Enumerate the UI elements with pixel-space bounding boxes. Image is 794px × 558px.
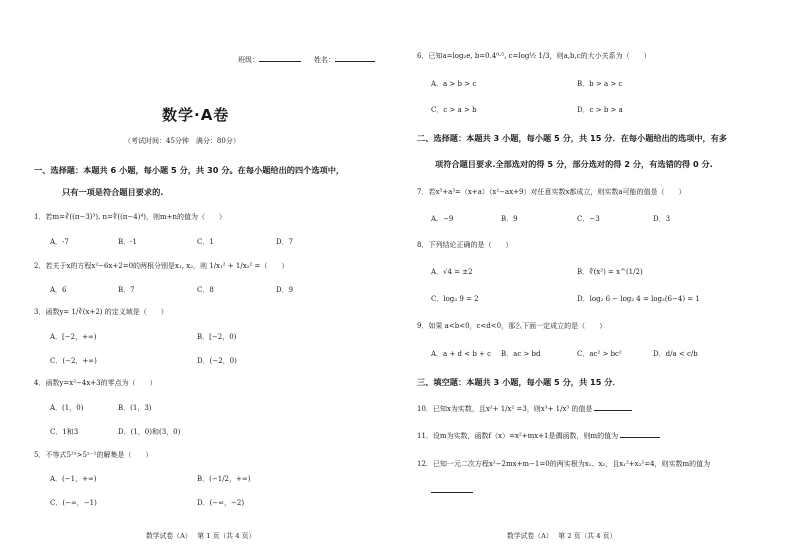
page-right xyxy=(397,0,794,558)
q11-row xyxy=(417,432,660,441)
q3-stem: 3．函数y= 1/∛(x+2) 的定义域是（ ） xyxy=(34,308,168,316)
q5-option-a[interactable]: A．(−1，+∞) xyxy=(50,475,97,483)
q5-option-b[interactable]: B．(−1/2，+∞) xyxy=(197,475,251,483)
q1-option-b[interactable]: B．-1 xyxy=(118,238,137,246)
exam-info: （考试时间：45分钟 满分：80分） xyxy=(124,137,240,145)
q4-option-c[interactable]: C．1和3 xyxy=(50,428,79,436)
name-field xyxy=(314,56,375,65)
q6-option-d[interactable]: D．c > b > a xyxy=(577,106,623,114)
q1-option-d[interactable]: D．7 xyxy=(276,238,294,246)
q5-option-c[interactable]: C．(−∞，−1) xyxy=(50,499,97,507)
q2-stem: 2．若关于x的方程x²−6x+2=0的两根分别是x₁, x₂，则 1/x₁² + 1/x₂² =（ ） xyxy=(34,262,289,270)
q3-option-d[interactable]: D．(−2，0) xyxy=(197,357,237,365)
q3-option-c[interactable]: C．(−2，+∞) xyxy=(50,357,97,365)
q10-stem: 10．已知x为实数，且x²+ 1/x² =3，则x³+ 1/x³ 的值是 xyxy=(417,405,593,413)
q9-option-b[interactable]: B．ac > bd xyxy=(501,350,541,358)
q3-option-a[interactable]: A．[−2，+∞) xyxy=(50,333,97,341)
q11-answer-blank[interactable] xyxy=(620,437,660,438)
q5-option-d[interactable]: D．(−∞，−2) xyxy=(197,499,245,507)
page-footer-left: 数学试卷（A） 第 1 页（共 4 页） xyxy=(146,532,256,540)
q2-option-b[interactable]: B．7 xyxy=(118,286,135,294)
q1-stem: 1．若m=∛((π−3)³), n=∜((π−4)⁴)，则m+n的值为（ ） xyxy=(34,213,227,221)
class-label: 班级： xyxy=(238,56,259,64)
q8-option-b[interactable]: B．∜(x²) = x^(1/2) xyxy=(577,268,643,276)
section1-line2: 只有一项是符合题目要求的. xyxy=(62,187,164,197)
q4-option-b[interactable]: B．(1，3) xyxy=(118,404,152,412)
q9-stem: 9．如果 a<b<0，c<d<0，那么下面一定成立的是（ ） xyxy=(417,322,607,330)
q12-answer-blank[interactable] xyxy=(431,492,473,493)
q8-option-a[interactable]: A．√4 = ±2 xyxy=(431,268,473,276)
page-footer-right: 数学试卷（A） 第 2 页（共 4 页） xyxy=(507,532,617,540)
q7-option-d[interactable]: D．3 xyxy=(653,215,671,223)
section2-line1: 二、选择题：本题共 3 小题，每小题 5 分，共 15 分．在每小题给出的选项中，有多 xyxy=(417,133,728,143)
section1-line1: 一、选择题：本题共 6 小题，每小题 5 分，共 30 分。在每小题给出的四个选项中， xyxy=(34,165,345,175)
q7-option-c[interactable]: C．−3 xyxy=(577,215,600,223)
q4-stem: 4．函数y=x²−4x+3的零点为（ ） xyxy=(34,379,157,387)
q4-option-a[interactable]: A．(1，0) xyxy=(50,404,84,412)
q1-option-a[interactable]: A．-7 xyxy=(50,238,69,246)
q9-option-a[interactable]: A．a + d < b + c xyxy=(431,350,492,358)
q2-option-c[interactable]: C．8 xyxy=(197,286,214,294)
q8-option-d[interactable]: D．log₂ 6 − log₂ 4 = log₂(6−4) = 1 xyxy=(577,295,700,303)
section2-line2: 项符合题目要求.全部选对的得 5 分，部分选对的得 2 分，有选错的得 0 分. xyxy=(435,159,713,169)
q7-option-b[interactable]: B．9 xyxy=(501,215,518,223)
q7-stem: 7．若x³+a³=（x+a）（x²−ax+9）对任意实数x都成立，则实数a可能的值是（ ） xyxy=(417,188,686,196)
name-label: 姓名： xyxy=(314,56,335,64)
class-blank[interactable] xyxy=(259,61,301,62)
q5-stem: 5．不等式5²ˣ>5ˣ⁻¹的解集是（ ） xyxy=(34,451,153,459)
q11-stem: 11．设m为实数，函数f（x）=x²+mx+1是偶函数，则m的值为 xyxy=(417,432,619,440)
q9-option-c[interactable]: C．ac² > bc² xyxy=(577,350,622,358)
q9-option-d[interactable]: D．d/a < c/b xyxy=(653,350,698,358)
q6-option-b[interactable]: B．b > a > c xyxy=(577,80,623,88)
q6-stem: 6．已知a=log₂e, b=0.4⁰·⁵, c=log½ 1/3，则a,b,c的大小关系为（ ） xyxy=(417,52,651,60)
q4-option-d[interactable]: D．(1，0)和(3，0) xyxy=(118,428,181,436)
q6-option-a[interactable]: A．a > b > c xyxy=(431,80,477,88)
q7-option-a[interactable]: A．−9 xyxy=(431,215,454,223)
q3-option-b[interactable]: B．[−2，0) xyxy=(197,333,237,341)
q8-option-c[interactable]: C．log₃ 9 = 2 xyxy=(431,295,479,303)
q2-option-a[interactable]: A．6 xyxy=(50,286,67,294)
page-title: 数学·A卷 xyxy=(162,106,230,124)
class-field xyxy=(238,56,301,65)
q2-option-d[interactable]: D．9 xyxy=(276,286,294,294)
q1-option-c[interactable]: C．1 xyxy=(197,238,214,246)
q12-blank-row xyxy=(431,487,473,496)
q10-row xyxy=(417,405,632,414)
q6-option-c[interactable]: C．c > a > b xyxy=(431,106,477,114)
q12-stem: 12．已知一元二次方程x²−2mx+m−1=0的两实根为x₁、x₂，且x₁²+x₂²=4，则实数m的值为 xyxy=(417,460,711,468)
q10-answer-blank[interactable] xyxy=(594,410,632,411)
name-blank[interactable] xyxy=(335,61,375,62)
q8-stem: 8．下列结论正确的是（ ） xyxy=(417,241,513,249)
section3-title: 三、填空题：本题共 3 小题，每小题 5 分，共 15 分． xyxy=(417,377,621,387)
